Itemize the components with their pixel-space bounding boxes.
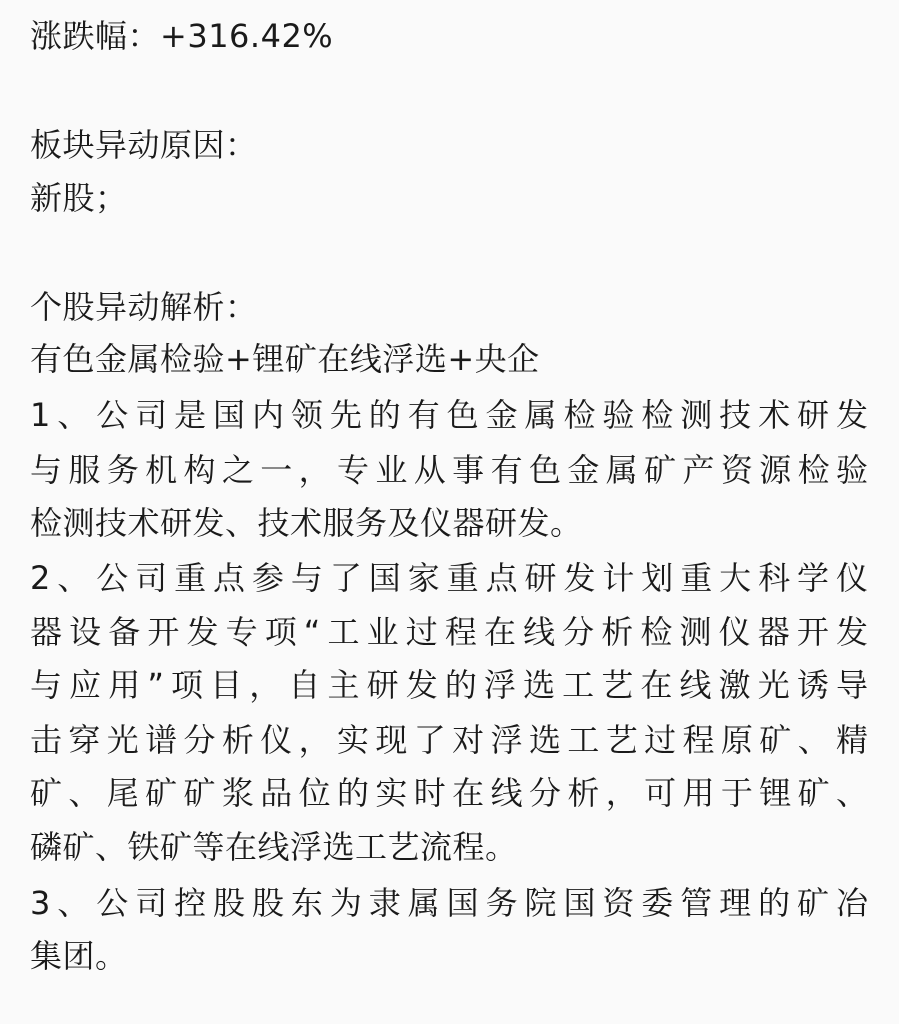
analysis-line: 2、公司重点参与了国家重点研发计划重大科学仪 xyxy=(30,559,875,597)
sector-reason-text: 新股； xyxy=(30,179,128,217)
price-change-row xyxy=(30,16,333,56)
stock-analysis-summary: 有色金属检验+锂矿在线浮选+央企 xyxy=(30,340,540,378)
analysis-line: 矿、尾矿矿浆品位的实时在线分析，可用于锂矿、 xyxy=(30,774,875,812)
analysis-line: 1、公司是国内领先的有色金属检验检测技术研发 xyxy=(30,396,875,434)
analysis-line: 检测技术研发、技术服务及仪器研发。 xyxy=(30,504,583,542)
price-change-value: +316.42% xyxy=(160,17,334,55)
analysis-line: 器设备开发专项“工业过程在线分析检测仪器开发 xyxy=(30,613,876,651)
sector-reason-heading: 板块异动原因： xyxy=(30,126,258,164)
stock-analysis-heading: 个股异动解析： xyxy=(30,288,258,326)
analysis-line: 集团。 xyxy=(30,937,128,975)
analysis-line: 与服务机构之一，专业从事有色金属矿产资源检验 xyxy=(30,451,875,489)
analysis-line: 磷矿、铁矿等在线浮选工艺流程。 xyxy=(30,828,518,866)
analysis-line: 与应用”项目，自主研发的浮选工艺在线激光诱导 xyxy=(30,666,876,704)
price-change-label: 涨跌幅： xyxy=(30,17,161,55)
analysis-line: 击穿光谱分析仪，实现了对浮选工艺过程原矿、精 xyxy=(30,721,875,759)
analysis-line: 3、公司控股股东为隶属国务院国资委管理的矿冶 xyxy=(30,884,875,922)
